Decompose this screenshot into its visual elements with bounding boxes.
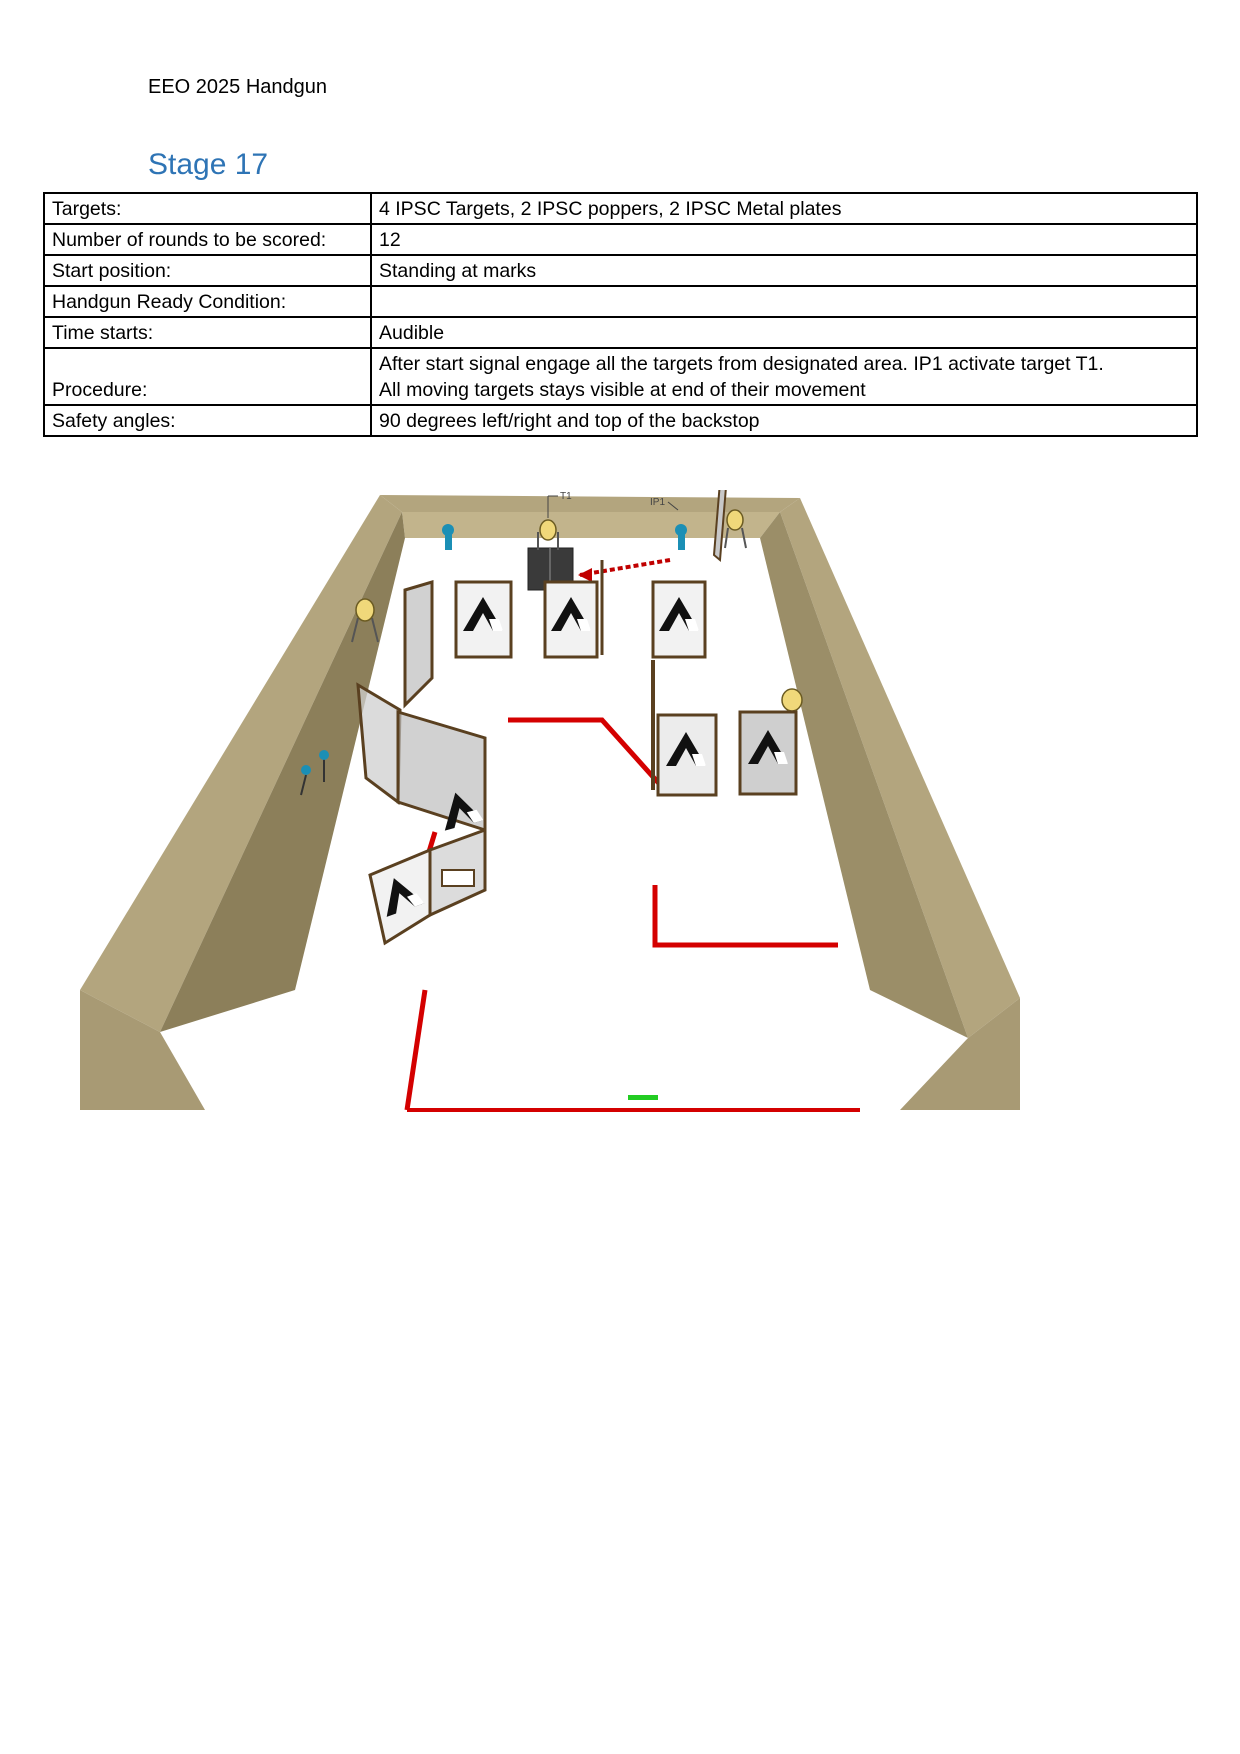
metal-plate [782,689,802,711]
table-row [44,224,1197,255]
row-value: 90 degrees left/right and top of the backstop [371,405,1197,436]
back-wall-top [380,495,800,512]
row-label: Targets: [44,193,371,224]
ipsc-target [653,582,705,657]
row-label: Handgun Ready Condition: [44,286,371,317]
row-label: Procedure: [44,348,371,405]
stage-diagram [80,490,1020,1120]
row-label: Time starts: [44,317,371,348]
row-value [371,348,1197,405]
row-value [371,286,1197,317]
row-value: 4 IPSC Targets, 2 IPSC poppers, 2 IPSC Metal plates [371,193,1197,224]
row-value: 12 [371,224,1197,255]
ipsc-target [545,582,597,657]
t1-label: T1 [560,491,572,502]
row-label: Number of rounds to be scored: [44,224,371,255]
table-row [44,193,1197,224]
fault-line [407,990,425,1110]
start-mark [628,1095,658,1100]
procedure-line: All moving targets stays visible at end of their movement [379,379,866,401]
stage-briefing-table [43,192,1198,437]
table-row [44,348,1197,405]
table-row [44,405,1197,436]
row-label: Start position: [44,255,371,286]
row-label: Safety angles: [44,405,371,436]
window-port [442,870,474,886]
ip1-label: IP1 [650,497,666,508]
table-row [44,286,1197,317]
row-value: Audible [371,317,1197,348]
procedure-line: After start signal engage all the targets from designated area. IP1 activate target T1. [379,353,1104,375]
ipsc-target [456,582,511,657]
stage-diagram-svg [80,490,1020,1115]
stage-title: Stage 17 [148,148,269,181]
ipsc-target [740,712,796,794]
ipsc-target [658,715,716,795]
table-row [44,255,1197,286]
row-value: Standing at marks [371,255,1197,286]
document-header: EEO 2025 Handgun [148,76,328,98]
table-row [44,317,1197,348]
